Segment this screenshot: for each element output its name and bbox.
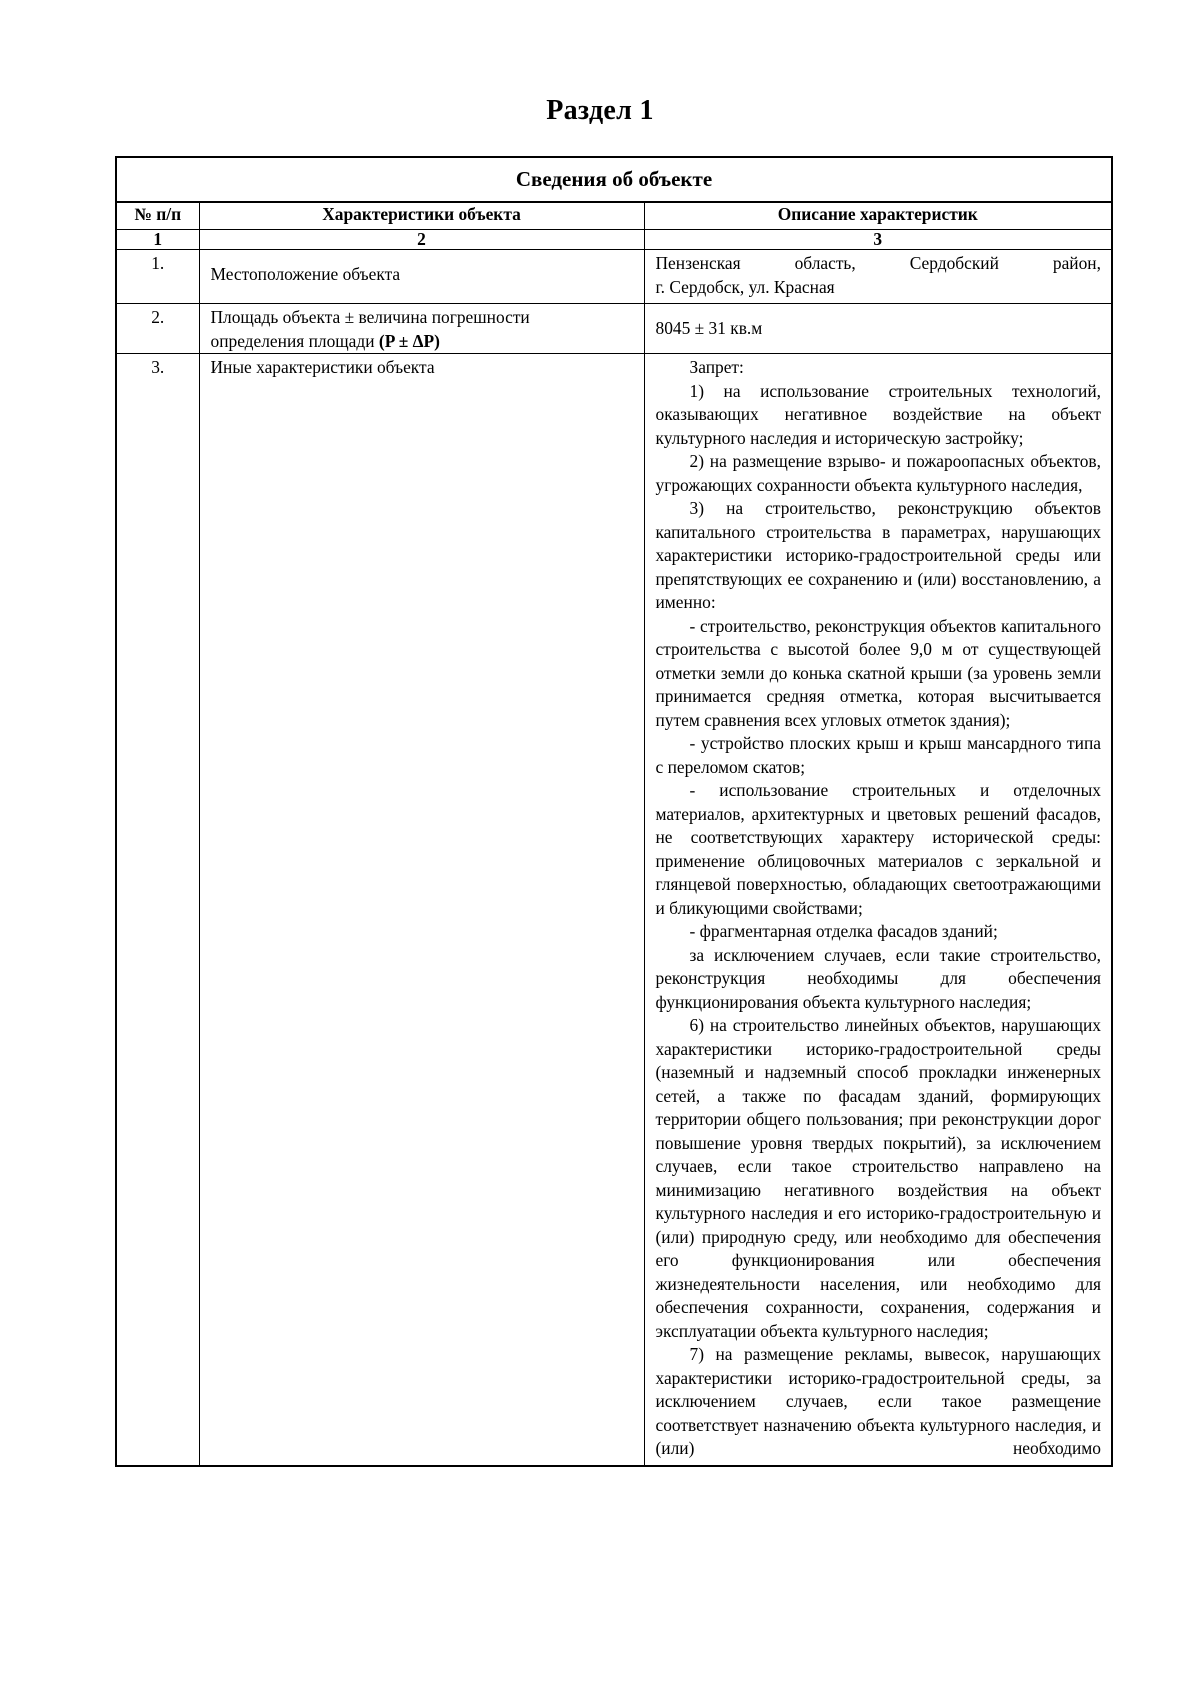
paragraph: 7) на размещение рекламы, вывесок, нарушающих характеристики историко-градостроительной среды, за исключением случаев, если такое размещение соответствует назначению объекта культурного наследия, и (или) необходимо bbox=[655, 1344, 1101, 1458]
location-line-2: г. Сердобск, ул. Красная bbox=[655, 276, 835, 297]
paragraph: 2) на размещение взрыво- и пожароопасных объектов, угрожающих сохранности объекта культурного наследия, bbox=[655, 451, 1101, 495]
row-number: 1. bbox=[116, 250, 199, 304]
column-number-1: 1 bbox=[116, 230, 199, 250]
paragraph: 6) на строительство линейных объектов, нарушающих характеристики историко-градостроительной среды (наземный и надземный способ прокладки инженерных сетей, а также по фасадам зданий, формирующих территории общего пользования; при реконструкции дорог повышение уровня твердых покрытий), за исключением случаев, если такое строительство направлено на минимизацию негативного воздействия на объект культурного наследия и его историко-градостроительную и (или) природную среду, или необходимо для обеспечения его функционирования или обеспечения жизнедеятельности населения, или необходимо для обеспечения сохранности, сохранения, содержания и эксплуатации объекта культурного наследия; bbox=[655, 1015, 1101, 1341]
header-description: Описание характеристик bbox=[644, 202, 1112, 230]
location-word: район, bbox=[1052, 253, 1101, 273]
table-row bbox=[116, 250, 1112, 304]
table-row bbox=[116, 354, 1112, 1466]
area-label-text: определения площади bbox=[210, 330, 379, 351]
column-number-row bbox=[116, 230, 1112, 250]
header-row bbox=[116, 202, 1112, 230]
characteristic-label: Местоположение объекта bbox=[199, 250, 644, 304]
location-word: Пензенская bbox=[655, 253, 741, 273]
paragraph: - устройство плоских крыш и крыш мансардного типа с переломом скатов; bbox=[655, 733, 1101, 777]
paragraph: - строительство, реконструкция объектов капитального строительства с высотой более 9,0 м от существующей отметки земли до конька скатной крыши (за уровень земли принимается средняя отметка, которая высчитывается путем сравнения всех угловых отметок здания); bbox=[655, 615, 1101, 730]
object-info-table bbox=[115, 156, 1113, 1467]
column-number-2: 2 bbox=[199, 230, 644, 250]
paragraph: 1) на использование строительных технологий, оказывающих негативное воздействие на объект культурного наследия и историческую застройку; bbox=[655, 380, 1101, 448]
characteristic-value: 8045 ± 31 кв.м bbox=[644, 304, 1112, 354]
area-label-line-1: Площадь объекта ± величина погрешности bbox=[210, 307, 530, 327]
area-label-line-2 bbox=[211, 330, 634, 354]
paragraph: за исключением случаев, если такие строительство, реконструкция необходимы для обеспечения функционирования объекта культурного наследия; bbox=[655, 944, 1101, 1012]
characteristic-label: Иные характеристики объекта bbox=[199, 354, 644, 1466]
paragraph: 3) на строительство, реконструкцию объектов капитального строительства в параметрах, нарушающих характеристики историко-градостроительной среды или препятствующих ее сохранению и (или) восстановлению, а именно: bbox=[655, 498, 1101, 612]
paragraph: - фрагментарная отделка фасадов зданий; bbox=[689, 921, 998, 941]
header-characteristics: Характеристики объекта bbox=[199, 202, 644, 230]
table-row bbox=[116, 304, 1112, 354]
area-formula: (P ± ΔP) bbox=[378, 330, 440, 351]
location-line-1 bbox=[656, 252, 1102, 276]
page-title: Раздел 1 bbox=[546, 95, 654, 126]
row-number: 2. bbox=[116, 304, 199, 354]
characteristic-value bbox=[644, 354, 1112, 1466]
column-number-3: 3 bbox=[644, 230, 1112, 250]
characteristic-value bbox=[644, 250, 1112, 304]
location-word: область, bbox=[794, 253, 856, 273]
location-word: Сердобский bbox=[909, 253, 999, 273]
characteristic-label bbox=[199, 304, 644, 354]
paragraph: Запрет: bbox=[689, 357, 744, 377]
paragraph: - использование строительных и отделочных материалов, архитектурных и цветовых решений фасадов, не соответствующих характеру исторической среды: применение облицовочных материалов с зеркальной и глянцевой поверхностью, обладающих светоотражающими и бликующими свойствами; bbox=[655, 780, 1101, 918]
header-number: № п/п bbox=[116, 202, 199, 230]
row-number: 3. bbox=[116, 354, 199, 1466]
table-caption: Сведения об объекте bbox=[116, 157, 1112, 202]
